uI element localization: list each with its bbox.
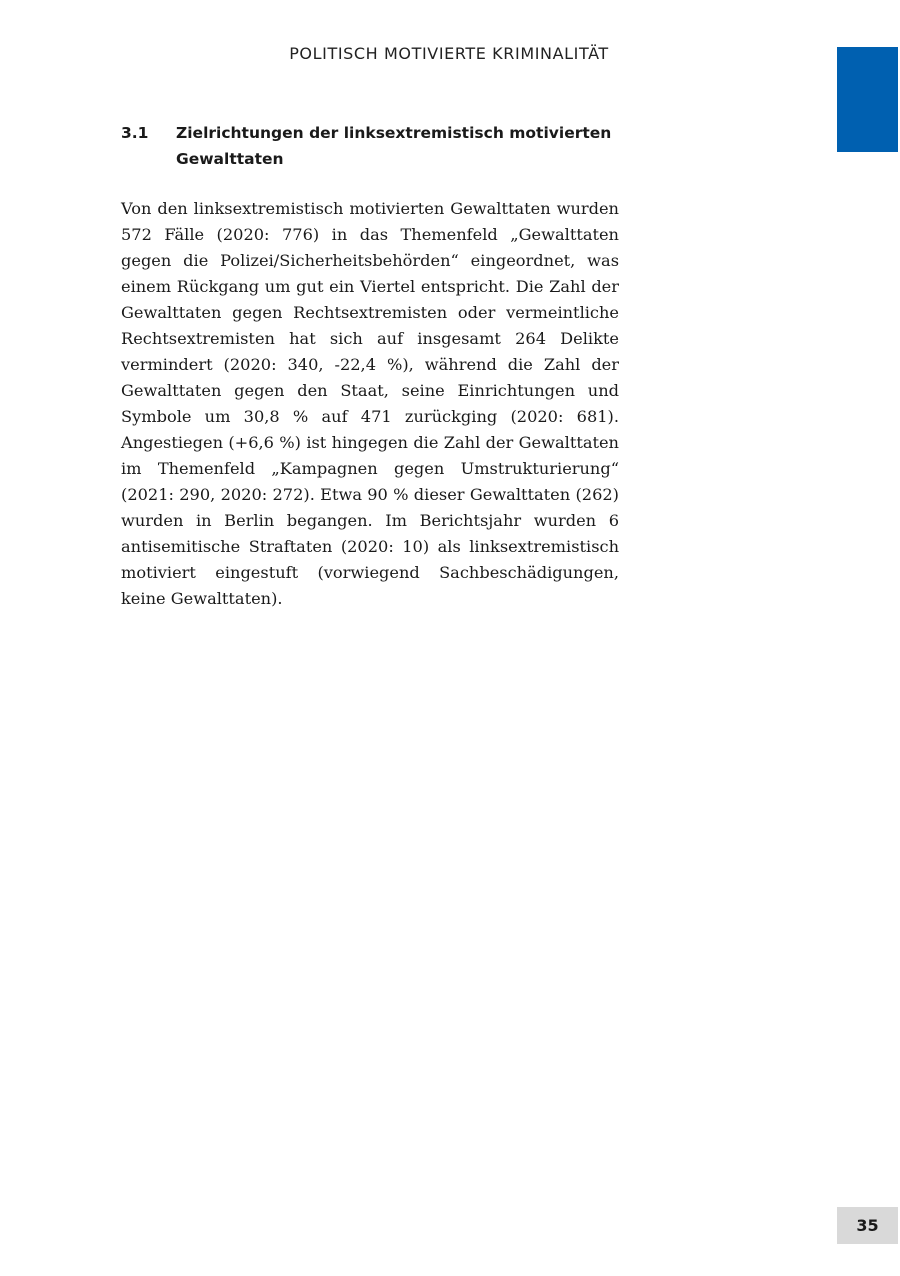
running-header-title: POLITISCH MOTIVIERTE KRIMINALITÄT [289, 44, 609, 63]
section-heading [121, 120, 641, 172]
body-paragraph: Von den linksextremistisch motivierten Gewalttaten wurden 572 Fälle (2020: 776) in das Themenfeld „Gewalttaten gegen die Polizei/Sicherheitsbehörden“ eingeordnet, was einem Rückgang um gut ein Viertel entspricht. Die Zahl der Gewalttaten gegen Rechtsextremisten oder vermeintliche Rechtsextremisten hat sich auf insgesamt 264 Delikte vermindert (2020: 340, -22,4 %), während die Zahl der Gewalttaten gegen den Staat, seine Einrichtungen und Symbole um 30,8 % auf 471 zurückging (2020: 681). Angestiegen (+6,6 %) ist hingegen die Zahl der Gewalttaten im Themenfeld „Kampagnen gegen Umstrukturierung“ (2021: 290, 2020: 272). Etwa 90 % dieser Gewalttaten (262) wurden in Berlin begangen. Im Berichtsjahr wurden 6 antisemitische Straftaten (2020: 10) als linksextremistisch motiviert eingestuft (vorwiegend Sachbeschädigungen, keine Gewalttaten). [121, 199, 619, 608]
section-title: Zielrichtungen der linksextremistisch motivierten Gewalttaten [176, 124, 612, 168]
page-number-box [837, 1207, 898, 1244]
page-number: 35 [856, 1216, 879, 1235]
section-number: 3.1 [121, 124, 149, 142]
running-header [0, 44, 900, 63]
chapter-tab-marker [837, 47, 898, 152]
